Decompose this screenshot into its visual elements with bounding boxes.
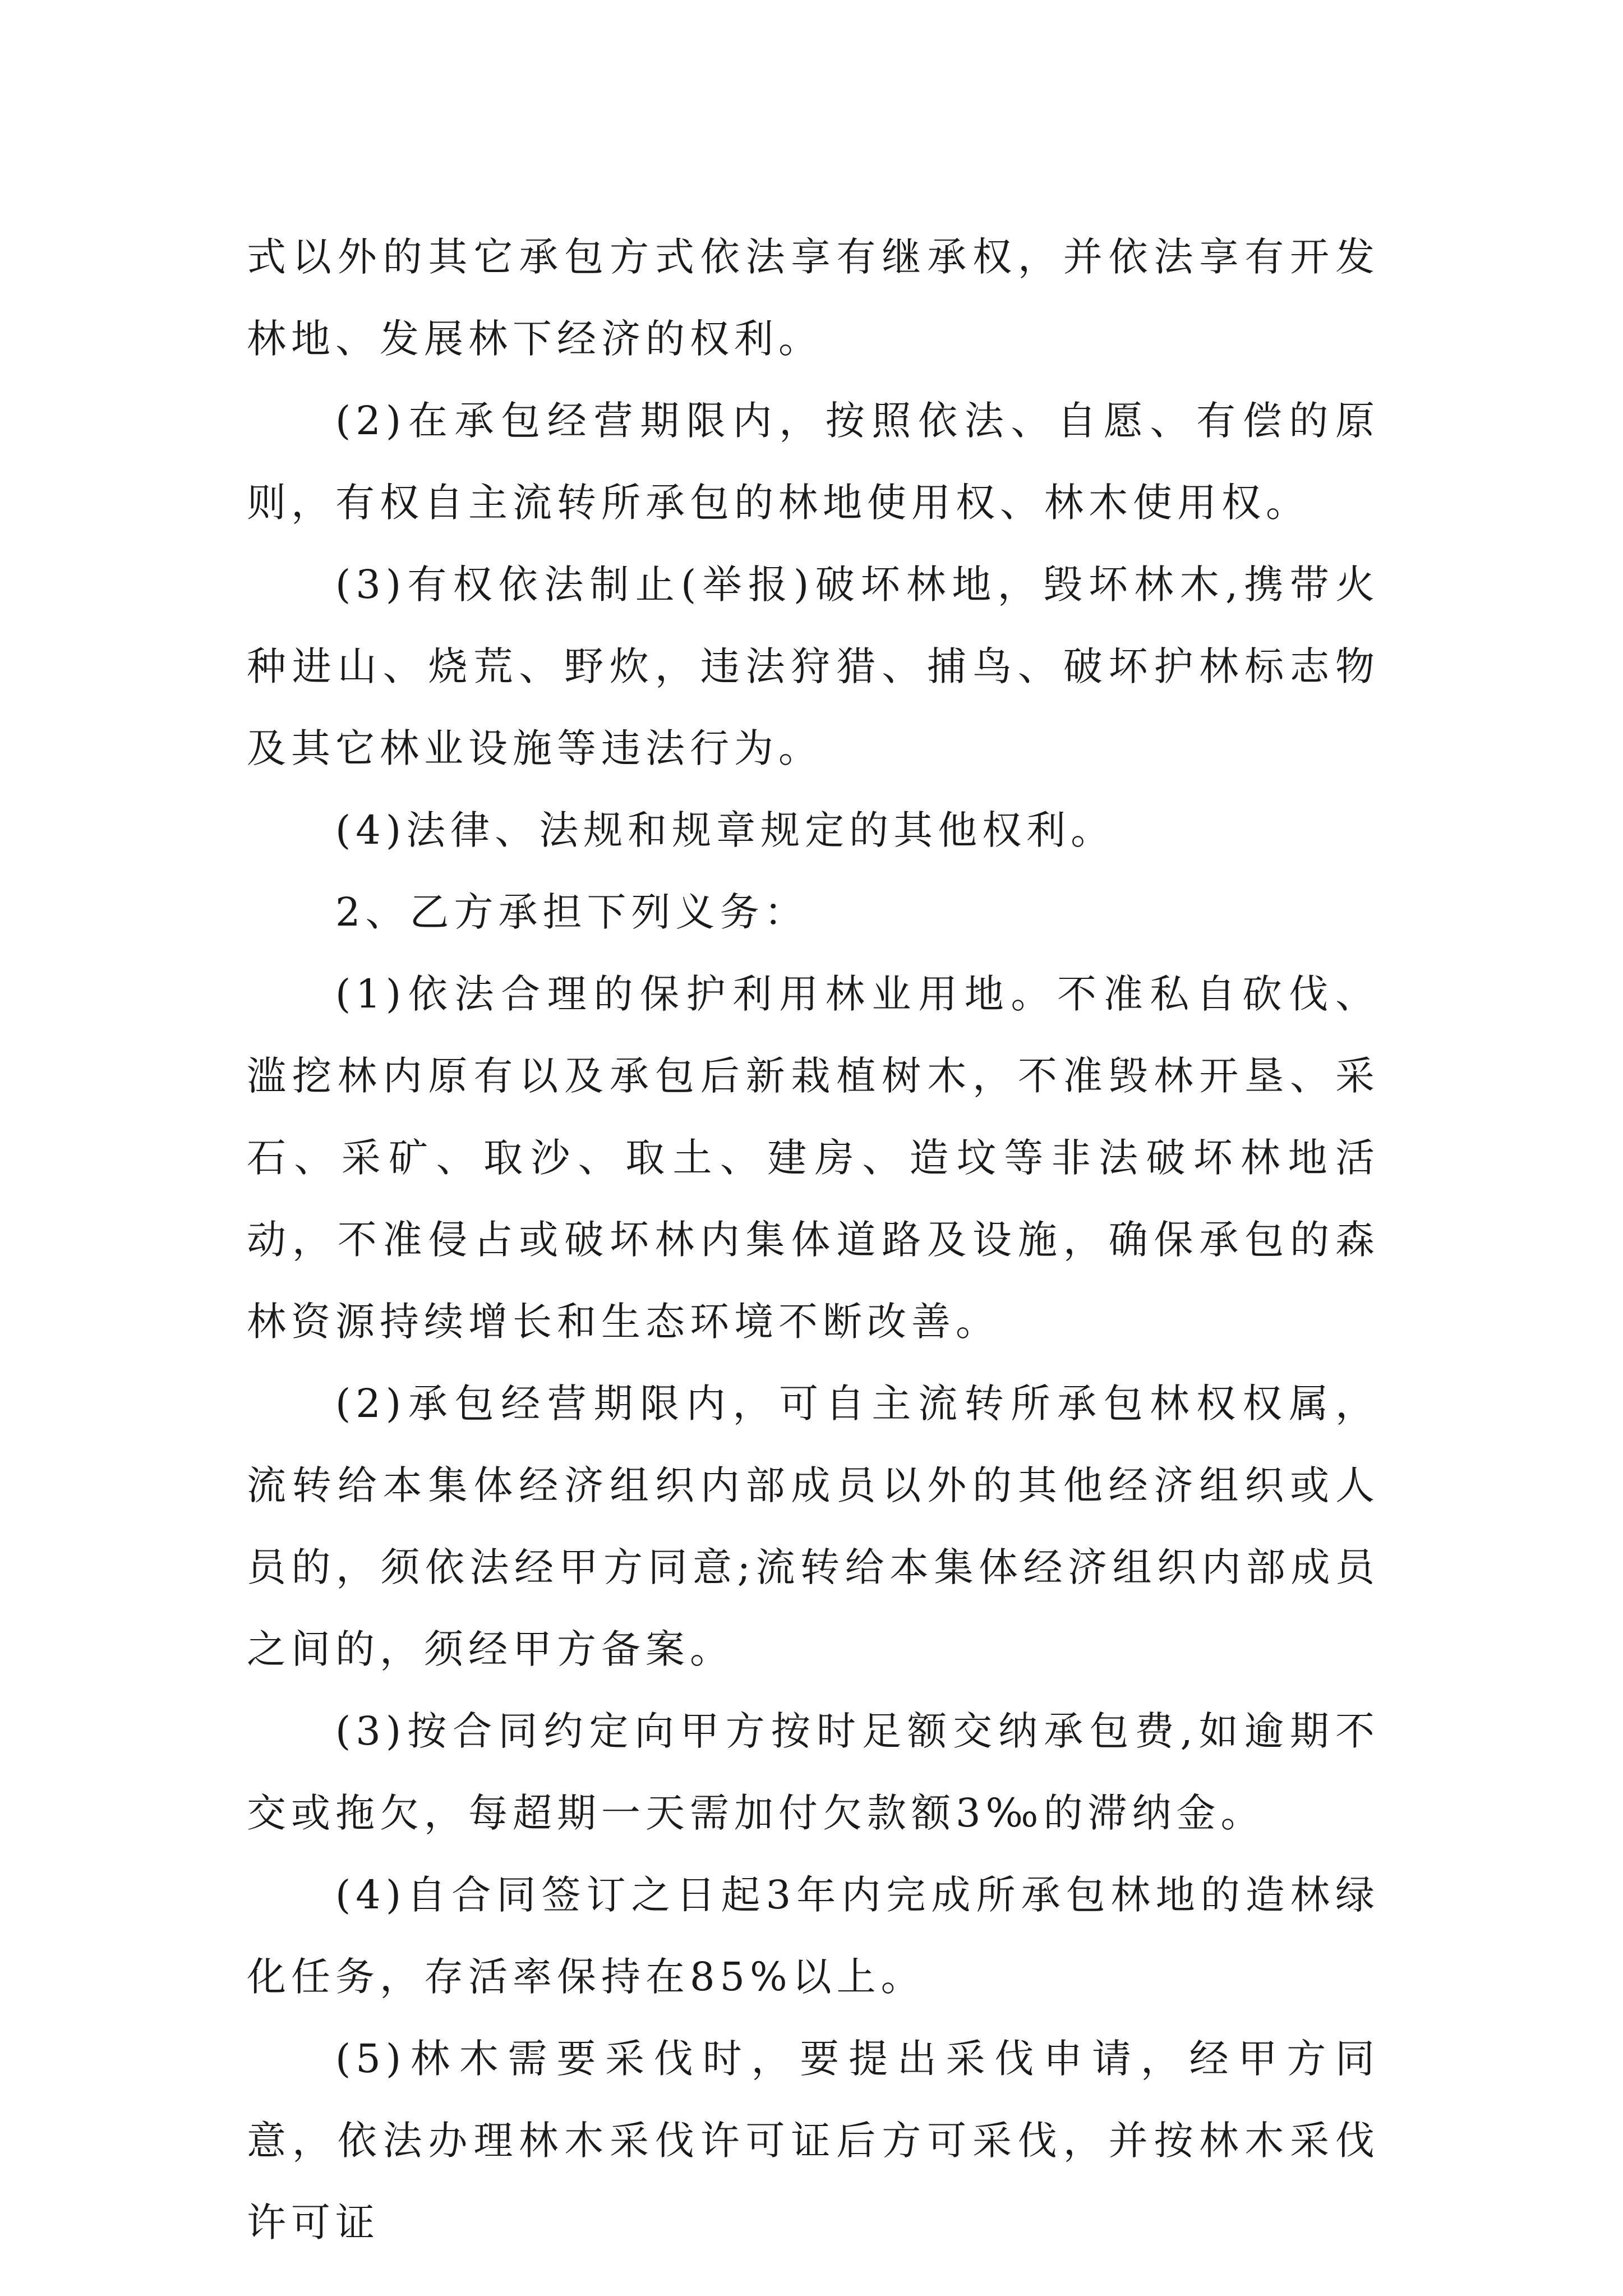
paragraph-obligation-5: (5)林木需要采伐时，要提出采伐申请，经甲方同意，依法办理林木采伐许可证后方可采伐，并按林木采伐许可证 — [247, 2036, 1380, 2246]
paragraph-obligation-4: (4)自合同签订之日起3年内完成所承包林地的造林绿化任务，存活率保持在85%以上。 — [247, 1872, 1380, 2000]
paragraph-continuation: 式以外的其它承包方式依法享有继承权，并依法享有开发林地、发展林下经济的权利。 — [247, 234, 1380, 362]
paragraph-obligation-2: (2)承包经营期限内，可自主流转所承包林权权属，流转给本集体经济组织内部成员以外的其他经济组织或人员的，须依法经甲方同意;流转给本集体经济组织内部成员之间的，须经甲方备案。 — [247, 1381, 1380, 1672]
paragraph-obligation-1: (1)依法合理的保护利用林业用地。不准私自砍伐、滥挖林内原有以及承包后新栽植树木，不准毁林开垦、采石、采矿、取沙、取土、建房、造坟等非法破坏林地活动，不准侵占或破坏林内集体道路及设施，确保承包的森林资源持续增长和生态环境不断改善。 — [247, 971, 1380, 1345]
paragraph-obligation-3: (3)按合同约定向甲方按时足额交纳承包费,如逾期不交或拖欠，每超期一天需加付欠款额3‰的滞纳金。 — [247, 1708, 1380, 1836]
section-heading-obligations: 2、乙方承担下列义务： — [335, 889, 809, 935]
paragraph-right-3: (3)有权依法制止(举报)破坏林地，毁坏林木,携带火种进山、烧荒、野炊，违法狩猎、捕鸟、破坏护林标志物及其它林业设施等违法行为。 — [247, 562, 1380, 771]
paragraph-right-4: (4)法律、法规和规章规定的其他权利。 — [335, 807, 1115, 853]
document-body — [247, 216, 1380, 2263]
paragraph-right-2: (2)在承包经营期限内，按照依法、自愿、有偿的原则，有权自主流转所承包的林地使用权、林木使用权。 — [247, 398, 1380, 526]
